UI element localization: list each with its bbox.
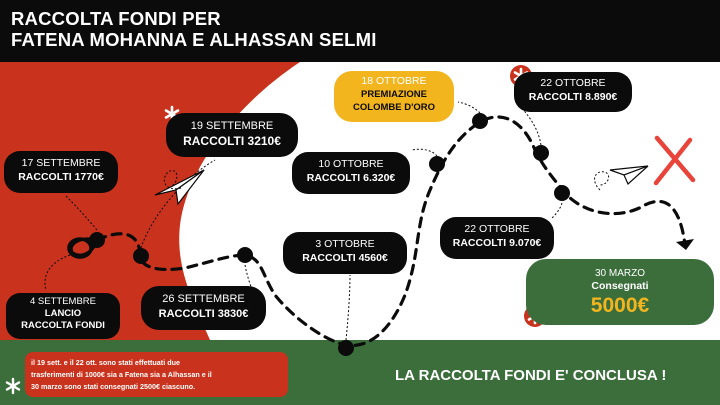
milestone-line2: LANCIO [44,308,82,319]
dot-10-ott [429,156,445,172]
milestone-date: 17 SETTEMBRE [21,157,101,169]
milestone-amount: RACCOLTI 8.890€ [528,91,618,103]
dot-18-ott [472,113,488,129]
plane-right-trail [595,172,609,190]
milestone-10-ottobre [292,152,410,194]
note-line-1: il 19 sett. e il 22 ott. sono stati effettuati due [31,358,180,367]
paper-plane-right [610,166,648,184]
milestone-19-settembre [166,113,298,157]
dot-19-sett [133,248,149,264]
milestone-26-settembre [141,286,266,330]
dot-22-ott-a [533,145,549,161]
conclusion-text: LA RACCOLTA FONDI E' CONCLUSA ! [395,367,667,384]
milestone-date: 10 OTTOBRE [318,158,384,170]
milestone-date: 4 SETTEMBRE [30,296,96,307]
final-date: 30 MARZO [594,268,645,279]
dot-26-sett [237,247,253,263]
milestone-3-ottobre [283,232,407,274]
milestone-line3: COLOMBE D'ORO [353,102,435,113]
milestone-18-ottobre [334,71,454,122]
milestone-line2: PREMIAZIONE [361,89,427,100]
end-arrow-head [676,239,694,250]
dot-3-ott [338,340,354,356]
title-line-2: FATENA MOHANNA E ALHASSAN SELMI [11,29,377,50]
milestone-amount: RACCOLTI 6.320€ [306,172,396,184]
dot-22-ott-b [554,185,570,201]
milestone-date: 22 OTTOBRE [464,223,530,235]
milestone-amount: RACCOLTI 3210€ [183,134,281,148]
final-delivery-box [526,259,714,325]
milestone-4-settembre [6,293,120,339]
milestone-22-ottobre-a [514,72,632,112]
final-amount: 5000€ [590,294,650,317]
dot-17-sett [89,232,105,248]
milestone-17-settembre [4,151,118,193]
milestone-line3: RACCOLTA FONDI [21,320,105,331]
milestone-date: 19 SETTEMBRE [190,120,274,132]
note-box [25,352,288,397]
milestone-amount: RACCOLTI 1770€ [18,171,104,183]
paper-plane-left [155,170,204,204]
milestone-22-ottobre-b [440,217,554,259]
milestone-date: 18 OTTOBRE [361,75,427,87]
title-line-1: RACCOLTA FONDI PER [11,8,221,29]
note-asterisk-icon [4,377,22,395]
milestone-amount: RACCOLTI 9.070€ [452,237,542,249]
milestone-amount: RACCOLTI 4560€ [302,252,388,264]
milestone-date: 26 SETTEMBRE [162,293,245,305]
milestone-date: 3 OTTOBRE [315,238,375,250]
red-cross-icon [656,138,693,183]
final-label: Consegnati [591,280,649,292]
note-line-2: trasferimenti di 1000€ sia a Fatena sia a Alhassan e il [31,370,212,379]
page-title [11,8,377,50]
note-line-3: 30 marzo sono stati consegnati 2500€ ciascuno. [31,382,196,391]
milestone-amount: RACCOLTI 3830€ [158,308,249,320]
milestone-date: 22 OTTOBRE [540,77,606,89]
